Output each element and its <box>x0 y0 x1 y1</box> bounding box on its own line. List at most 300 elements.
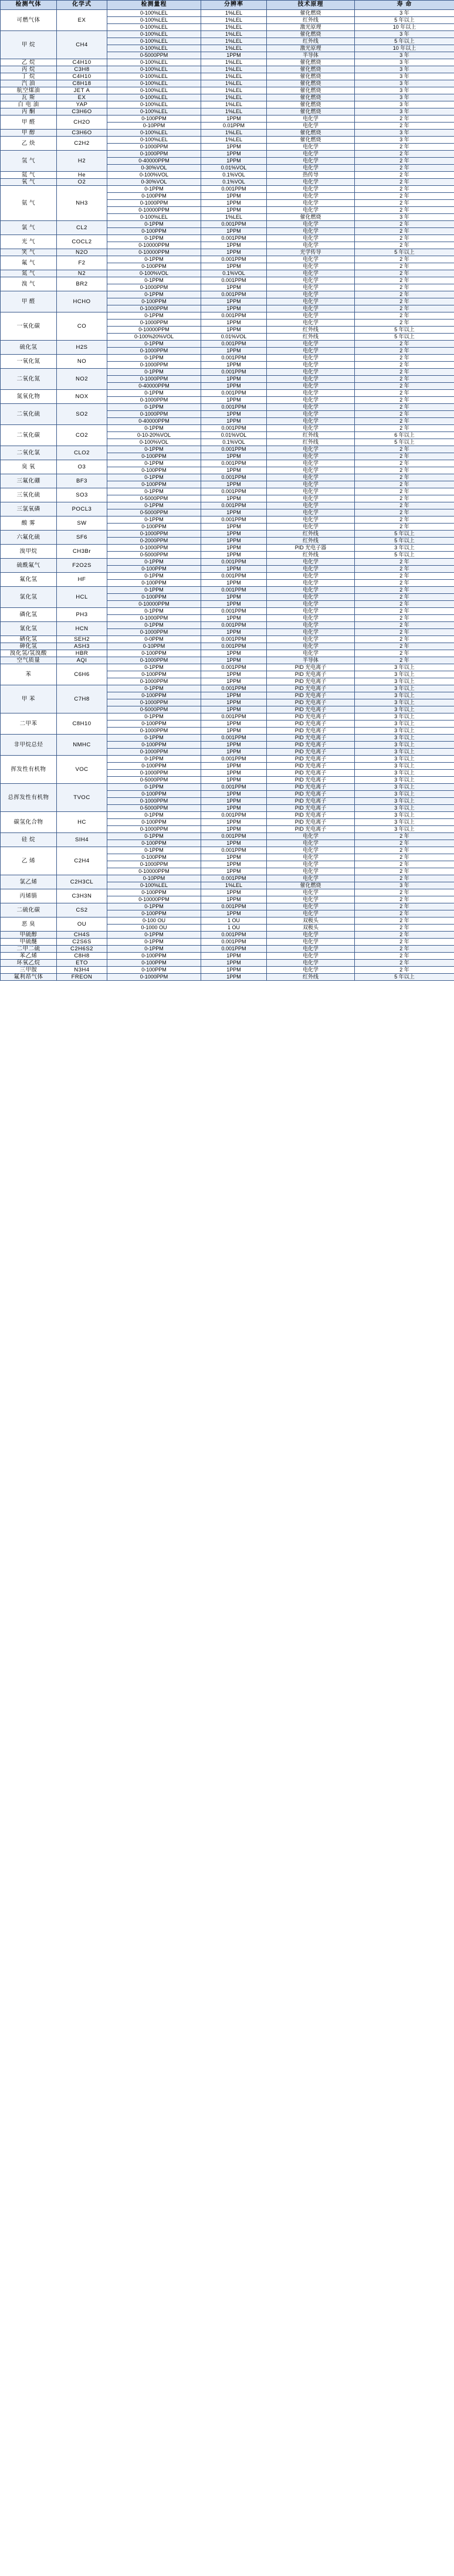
technology-cell: 催化燃烧 <box>267 882 355 889</box>
range-cell: 0-1000PPM <box>107 629 201 636</box>
resolution-cell: 0.001PPM <box>201 516 267 524</box>
table-row <box>1 73 454 80</box>
life-cell: 3 年 <box>355 52 454 59</box>
resolution-cell: 1PPM <box>201 327 267 334</box>
life-cell: 2 年 <box>355 622 454 629</box>
technology-cell: 电化学 <box>267 158 355 165</box>
table-row <box>1 10 454 17</box>
resolution-cell: 1PPM <box>201 770 267 777</box>
gas-name-cell: 氮 气 <box>1 270 57 277</box>
gas-formula-cell: C6H6 <box>57 664 107 685</box>
gas-name-cell: 氧 气 <box>1 179 57 186</box>
resolution-cell: 1%LEL <box>201 10 267 17</box>
table-row <box>1 559 454 566</box>
range-cell: 0-1000PPM <box>107 749 201 756</box>
range-cell: 0-1000PPM <box>107 728 201 735</box>
life-cell: 3 年以上 <box>355 713 454 721</box>
gas-formula-cell: POCL3 <box>57 502 107 516</box>
table-row <box>1 31 454 38</box>
resolution-cell: 1%LEL <box>201 31 267 38</box>
technology-cell: 电化学 <box>267 291 355 298</box>
range-cell: 0-100 OU <box>107 917 201 925</box>
technology-cell: 电化学 <box>267 524 355 531</box>
technology-cell: 电化学 <box>267 369 355 376</box>
table-row <box>1 80 454 87</box>
life-cell: 2 年 <box>355 833 454 840</box>
gas-name-cell: 甲 烷 <box>1 31 57 59</box>
gas-name-cell: 环氧乙烷 <box>1 960 57 967</box>
resolution-cell: 1%LEL <box>201 108 267 115</box>
gas-name-cell: 碳氢化合物 <box>1 812 57 833</box>
gas-formula-cell: ASH3 <box>57 643 107 650</box>
resolution-cell: 1PPM <box>201 566 267 573</box>
resolution-cell: 1PPM <box>201 910 267 917</box>
table-row <box>1 256 454 263</box>
life-cell: 6 年以上 <box>355 432 454 439</box>
gas-formula-cell: CH2O <box>57 115 107 130</box>
gas-formula-cell: FREON <box>57 974 107 981</box>
resolution-cell: 1PPM <box>201 383 267 390</box>
resolution-cell: 1PPM <box>201 249 267 256</box>
life-cell: 2 年 <box>355 123 454 130</box>
life-cell: 3 年以上 <box>355 742 454 749</box>
life-cell: 5 年以上 <box>355 974 454 981</box>
gas-name-cell: 甲 醛 <box>1 291 57 312</box>
life-cell: 2 年 <box>355 495 454 502</box>
life-cell: 2 年 <box>355 186 454 193</box>
gas-formula-cell: OU <box>57 917 107 932</box>
life-cell: 2 年 <box>355 580 454 587</box>
life-cell: 3 年以上 <box>355 812 454 819</box>
resolution-cell: 0.001PPM <box>201 756 267 763</box>
range-cell: 0-1000PPM <box>107 348 201 355</box>
gas-name-cell: 白 电 油 <box>1 101 57 108</box>
technology-cell: 电化学 <box>267 460 355 467</box>
technology-cell: PID 光电子器 <box>267 545 355 552</box>
technology-cell: 电化学 <box>267 875 355 882</box>
gas-formula-cell: CH4 <box>57 31 107 59</box>
range-cell: 0-1000PPM <box>107 657 201 664</box>
technology-cell: 电化学 <box>267 509 355 516</box>
technology-cell: 电化学 <box>267 312 355 320</box>
life-cell: 2 年 <box>355 144 454 151</box>
resolution-cell: 0.001PPM <box>201 460 267 467</box>
resolution-cell: 1PPM <box>201 601 267 608</box>
table-row <box>1 186 454 193</box>
resolution-cell: 0.001PPM <box>201 833 267 840</box>
resolution-cell: 0.001PPM <box>201 277 267 284</box>
life-cell: 2 年 <box>355 172 454 179</box>
life-cell: 3 年以上 <box>355 819 454 826</box>
resolution-cell: 1PPM <box>201 524 267 531</box>
life-cell: 2 年 <box>355 369 454 376</box>
table-row <box>1 425 454 432</box>
range-cell: 0-100%LEL <box>107 214 201 221</box>
technology-cell: 红外线 <box>267 17 355 24</box>
gas-name-cell: 一氧化氮 <box>1 355 57 369</box>
resolution-cell: 1%LEL <box>201 38 267 45</box>
resolution-cell: 0.001PPM <box>201 939 267 946</box>
gas-name-cell: 笑 气 <box>1 249 57 256</box>
technology-cell: PID 光电离子 <box>267 671 355 678</box>
range-cell: 0-1000 OU <box>107 925 201 932</box>
technology-cell: 电化学 <box>267 896 355 903</box>
technology-cell: PID 光电离子 <box>267 784 355 791</box>
life-cell: 3 年以上 <box>355 805 454 812</box>
technology-cell: PID 光电离子 <box>267 735 355 742</box>
range-cell: 0-1PPM <box>107 460 201 467</box>
life-cell: 2 年 <box>355 376 454 383</box>
life-cell: 3 年以上 <box>355 826 454 833</box>
life-cell: 2 年 <box>355 242 454 249</box>
range-cell: 0-1PPM <box>107 186 201 193</box>
life-cell: 2 年 <box>355 840 454 847</box>
life-cell: 2 年 <box>355 474 454 481</box>
technology-cell: 激光原理 <box>267 45 355 52</box>
gas-formula-cell: YAP <box>57 101 107 108</box>
life-cell: 2 年 <box>355 270 454 277</box>
gas-name-cell: 氟 气 <box>1 256 57 270</box>
gas-formula-cell: C8H18 <box>57 80 107 87</box>
gas-formula-cell: JET A <box>57 87 107 94</box>
range-cell: 0-100PPM <box>107 115 201 123</box>
life-cell: 2 年 <box>355 594 454 601</box>
table-row <box>1 312 454 320</box>
technology-cell: PID 光电离子 <box>267 699 355 706</box>
resolution-cell: 1%LEL <box>201 130 267 137</box>
range-cell: 0-100%LEL <box>107 59 201 66</box>
technology-cell: PID 光电离子 <box>267 685 355 692</box>
gas-formula-cell: C2H2 <box>57 137 107 151</box>
life-cell: 2 年 <box>355 925 454 932</box>
technology-cell: 催化燃烧 <box>267 31 355 38</box>
life-cell: 2 年 <box>355 453 454 460</box>
range-cell: 0-10PPM <box>107 123 201 130</box>
range-cell: 0-1000PPM <box>107 545 201 552</box>
table-row <box>1 636 454 643</box>
gas-name-cell: 一氧化碳 <box>1 312 57 341</box>
technology-cell: 电化学 <box>267 397 355 404</box>
table-row <box>1 875 454 882</box>
technology-cell: 电化学 <box>267 453 355 460</box>
life-cell: 2 年 <box>355 481 454 488</box>
life-cell: 2 年 <box>355 566 454 573</box>
gas-formula-cell: SO3 <box>57 488 107 502</box>
resolution-cell: 1PPM <box>201 699 267 706</box>
life-cell: 2 年 <box>355 932 454 939</box>
table-row <box>1 221 454 228</box>
table-row <box>1 833 454 840</box>
range-cell: 0-5000PPM <box>107 706 201 713</box>
range-cell: 0-10000PPM <box>107 327 201 334</box>
gas-formula-cell: NH3 <box>57 186 107 221</box>
life-cell: 3 年 <box>355 108 454 115</box>
gas-name-cell: 苯乙烯 <box>1 953 57 960</box>
resolution-cell: 1PPM <box>201 742 267 749</box>
gas-formula-cell: N2O <box>57 249 107 256</box>
resolution-cell: 0.001PPM <box>201 446 267 453</box>
resolution-cell: 1PPM <box>201 207 267 214</box>
resolution-cell: 1PPM <box>201 376 267 383</box>
life-cell: 3 年以上 <box>355 770 454 777</box>
technology-cell: 电化学 <box>267 425 355 432</box>
range-cell: 0-100PPM <box>107 566 201 573</box>
gas-formula-cell: HCL <box>57 587 107 608</box>
resolution-cell: 1PPM <box>201 228 267 235</box>
resolution-cell: 1%LEL <box>201 24 267 31</box>
resolution-cell: 0.001PPM <box>201 488 267 495</box>
table-row <box>1 291 454 298</box>
technology-cell: 电化学 <box>267 559 355 566</box>
resolution-cell: 1PPM <box>201 115 267 123</box>
life-cell: 2 年 <box>355 235 454 242</box>
gas-formula-cell: C7H8 <box>57 685 107 713</box>
resolution-cell: 1PPM <box>201 749 267 756</box>
gas-name-cell: 挥发性有机物 <box>1 756 57 784</box>
resolution-cell: 0.001PPM <box>201 636 267 643</box>
gas-formula-cell: HCHO <box>57 291 107 312</box>
table-row <box>1 587 454 594</box>
resolution-cell: 1PPM <box>201 650 267 657</box>
gas-name-cell: 酸 雾 <box>1 516 57 531</box>
range-cell: 0-1PPM <box>107 608 201 615</box>
life-cell: 3 年以上 <box>355 777 454 784</box>
resolution-cell: 1PPM <box>201 629 267 636</box>
life-cell: 2 年 <box>355 362 454 369</box>
life-cell: 2 年 <box>355 650 454 657</box>
technology-cell: 电化学 <box>267 404 355 411</box>
range-cell: 0-1000PPM <box>107 305 201 312</box>
range-cell: 0-100%LEL <box>107 17 201 24</box>
technology-cell: PID 光电离子 <box>267 770 355 777</box>
table-row <box>1 502 454 509</box>
life-cell: 2 年 <box>355 953 454 960</box>
technology-cell: 红外线 <box>267 531 355 538</box>
table-row <box>1 130 454 137</box>
technology-cell: PID 光电离子 <box>267 763 355 770</box>
gas-formula-cell: CH4S <box>57 932 107 939</box>
technology-cell: 电化学 <box>267 228 355 235</box>
resolution-cell: 1PPM <box>201 974 267 981</box>
gas-formula-cell: O3 <box>57 460 107 474</box>
table-row <box>1 932 454 939</box>
range-cell: 0-100%LEL <box>107 882 201 889</box>
technology-cell: 半导体 <box>267 657 355 664</box>
technology-cell: PID 光电离子 <box>267 756 355 763</box>
life-cell: 2 年 <box>355 509 454 516</box>
range-cell: 0-10000PPM <box>107 896 201 903</box>
range-cell: 0-100PPM <box>107 650 201 657</box>
resolution-cell: 1PPM <box>201 896 267 903</box>
resolution-cell: 1PPM <box>201 305 267 312</box>
range-cell: 0-1PPM <box>107 685 201 692</box>
life-cell: 2 年 <box>355 115 454 123</box>
resolution-cell: 1PPM <box>201 200 267 207</box>
gas-name-cell: 臭 氧 <box>1 460 57 474</box>
technology-cell: 电化学 <box>267 123 355 130</box>
resolution-cell: 0.001PPM <box>201 186 267 193</box>
range-cell: 0-1PPM <box>107 277 201 284</box>
technology-cell: 电化学 <box>267 179 355 186</box>
range-cell: 0-100PPM <box>107 791 201 798</box>
technology-cell: PID 光电离子 <box>267 713 355 721</box>
resolution-cell: 1PPM <box>201 777 267 784</box>
gas-formula-cell: CL2 <box>57 221 107 235</box>
gas-formula-cell: C3H6O <box>57 108 107 115</box>
gas-formula-cell: C2H4 <box>57 847 107 875</box>
resolution-cell: 1%LEL <box>201 80 267 87</box>
life-cell: 3 年 <box>355 882 454 889</box>
resolution-cell: 1PPM <box>201 298 267 305</box>
technology-cell: 电化学 <box>267 636 355 643</box>
life-cell: 2 年 <box>355 151 454 158</box>
table-row <box>1 889 454 896</box>
gas-name-cell: 二甲二硫 <box>1 946 57 953</box>
resolution-cell: 1PPM <box>201 671 267 678</box>
technology-cell: 催化燃烧 <box>267 10 355 17</box>
life-cell: 3 年以上 <box>355 685 454 692</box>
resolution-cell: 1PPM <box>201 418 267 425</box>
technology-cell: 电化学 <box>267 115 355 123</box>
resolution-cell: 0.001PPM <box>201 221 267 228</box>
resolution-cell: 1PPM <box>201 692 267 699</box>
range-cell: 0-1PPM <box>107 812 201 819</box>
range-cell: 0-100PPM <box>107 742 201 749</box>
resolution-cell: 1PPM <box>201 453 267 460</box>
resolution-cell: 1%LEL <box>201 66 267 73</box>
range-cell: 0-1PPM <box>107 235 201 242</box>
technology-cell: 红外线 <box>267 974 355 981</box>
technology-cell: PID 光电离子 <box>267 749 355 756</box>
technology-cell: 电化学 <box>267 580 355 587</box>
resolution-cell: 0.001PPM <box>201 622 267 629</box>
gas-formula-cell: SEH2 <box>57 636 107 643</box>
resolution-cell: 1PPM <box>201 791 267 798</box>
life-cell: 2 年 <box>355 861 454 868</box>
resolution-cell: 0.001PPM <box>201 587 267 594</box>
technology-cell: 催化燃烧 <box>267 80 355 87</box>
gas-name-cell: 恶 臭 <box>1 917 57 932</box>
gas-name-cell: 可燃气体 <box>1 10 57 31</box>
range-cell: 0-5000PPM <box>107 777 201 784</box>
technology-cell: 催化燃烧 <box>267 87 355 94</box>
technology-cell: 电化学 <box>267 320 355 327</box>
header-life: 寿 命 <box>355 1 454 10</box>
life-cell: 2 年 <box>355 320 454 327</box>
range-cell: 0-100%VOL <box>107 439 201 446</box>
table-row <box>1 235 454 242</box>
technology-cell: 电化学 <box>267 235 355 242</box>
life-cell: 3 年以上 <box>355 791 454 798</box>
technology-cell: 电化学 <box>267 573 355 580</box>
table-row <box>1 390 454 397</box>
gas-formula-cell: CO2 <box>57 425 107 446</box>
gas-formula-cell: H2S <box>57 341 107 355</box>
gas-formula-cell: C8H8 <box>57 953 107 960</box>
range-cell: 0-100PPM <box>107 763 201 770</box>
technology-cell: 电化学 <box>267 341 355 348</box>
gas-name-cell: 二甲苯 <box>1 713 57 735</box>
technology-cell: 光学传导 <box>267 249 355 256</box>
gas-name-cell: 磷化氢 <box>1 608 57 622</box>
life-cell: 3 年以上 <box>355 721 454 728</box>
gas-formula-cell: HBR <box>57 650 107 657</box>
life-cell: 2 年 <box>355 889 454 896</box>
technology-cell: 电化学 <box>267 594 355 601</box>
table-row <box>1 573 454 580</box>
technology-cell: 电化学 <box>267 277 355 284</box>
technology-cell: PID 光电离子 <box>267 826 355 833</box>
table-row <box>1 474 454 481</box>
gas-formula-cell: CLO2 <box>57 446 107 460</box>
range-cell: 0-1000PPM <box>107 362 201 369</box>
range-cell: 0-1PPM <box>107 404 201 411</box>
range-cell: 0-100%LEL <box>107 66 201 73</box>
technology-cell: 电化学 <box>267 418 355 425</box>
table-row <box>1 94 454 101</box>
range-cell: 0-100PPM <box>107 481 201 488</box>
gas-name-cell: 丙 酮 <box>1 108 57 115</box>
gas-name-cell: 氯化氢 <box>1 587 57 608</box>
range-cell: 0-100PPM <box>107 467 201 474</box>
gas-name-cell: 硫酰氟气 <box>1 559 57 573</box>
range-cell: 0-1000PPM <box>107 144 201 151</box>
technology-cell: 红外线 <box>267 538 355 545</box>
technology-cell: 电化学 <box>267 221 355 228</box>
table-row <box>1 903 454 910</box>
technology-cell: 电化学 <box>267 263 355 270</box>
table-row <box>1 151 454 158</box>
range-cell: 0-1PPM <box>107 488 201 495</box>
range-cell: 0-100PPM <box>107 819 201 826</box>
technology-cell: PID 光电离子 <box>267 664 355 671</box>
range-cell: 0-1PPM <box>107 946 201 953</box>
life-cell: 2 年 <box>355 868 454 875</box>
table-row <box>1 108 454 115</box>
technology-cell: 电化学 <box>267 256 355 263</box>
gas-formula-cell: C3H8 <box>57 66 107 73</box>
resolution-cell: 1PPM <box>201 495 267 502</box>
technology-cell: 电化学 <box>267 446 355 453</box>
table-row <box>1 622 454 629</box>
range-cell: 0-100PPM <box>107 960 201 967</box>
life-cell: 2 年 <box>355 207 454 214</box>
gas-formula-cell: ETO <box>57 960 107 967</box>
gas-name-cell: 氰化氢 <box>1 622 57 636</box>
gas-name-cell: 汽 油 <box>1 80 57 87</box>
technology-cell: 红外线 <box>267 38 355 45</box>
range-cell: 0-100PPM <box>107 953 201 960</box>
life-cell: 5 年以上 <box>355 531 454 538</box>
life-cell: 2 年 <box>355 165 454 172</box>
technology-cell: 热传导 <box>267 172 355 179</box>
gas-formula-cell: EX <box>57 10 107 31</box>
life-cell: 2 年 <box>355 573 454 580</box>
resolution-cell: 1%LEL <box>201 214 267 221</box>
range-cell: 0-5000PPM <box>107 495 201 502</box>
life-cell: 2 年 <box>355 643 454 650</box>
technology-cell: PID 光电离子 <box>267 728 355 735</box>
range-cell: 0-1000PPM <box>107 531 201 538</box>
range-cell: 0-100PPM <box>107 840 201 847</box>
range-cell: 0-1PPM <box>107 903 201 910</box>
technology-cell: PID 光电离子 <box>267 819 355 826</box>
life-cell: 2 年 <box>355 446 454 453</box>
life-cell: 5 年以上 <box>355 327 454 334</box>
range-cell: 0-10PPM <box>107 643 201 650</box>
technology-cell: 电化学 <box>267 165 355 172</box>
life-cell: 2 年 <box>355 418 454 425</box>
